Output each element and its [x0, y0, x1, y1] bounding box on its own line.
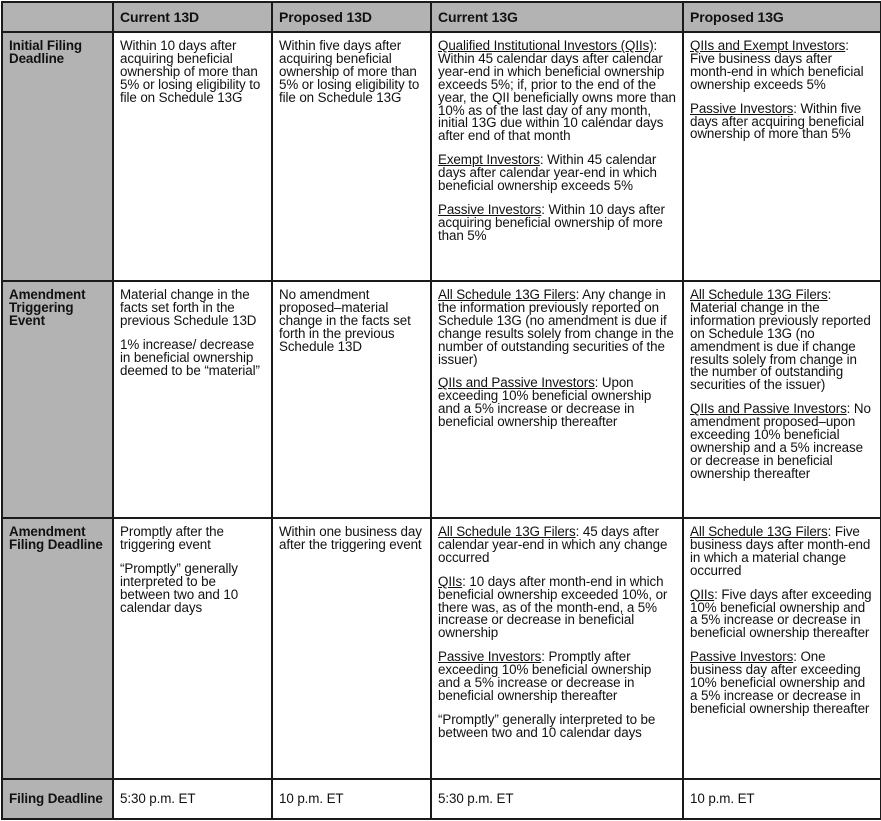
- investor-category-label: Passive Investors: [690, 649, 794, 665]
- header-proposed-13d: Proposed 13D: [272, 2, 431, 32]
- investor-category-label: All Schedule 13G Filers: [438, 524, 576, 539]
- cell-current-13g: [431, 281, 683, 518]
- cell-paragraph: [690, 403, 874, 480]
- paragraph-text: : 10 days after month-end in which beneficial ownership exceeded 10%, or there was, as of the month-end, a 5% increase or decrease in beneficial ownership: [438, 573, 668, 641]
- comparison-table: [1, 1, 881, 820]
- header-current-13g: Current 13G: [431, 2, 683, 32]
- investor-category-label: QIIs: [690, 586, 715, 602]
- investor-category-label: Passive Investors: [690, 100, 794, 116]
- cell-paragraph: [690, 100, 874, 142]
- cell-proposed-13g: [683, 281, 881, 518]
- cell-paragraph: [120, 289, 265, 328]
- cell-proposed-13d: [272, 281, 431, 518]
- cell-paragraph: [279, 289, 424, 354]
- paragraph-text: “Promptly” generally interpreted to be between two and 10 calendar days: [120, 560, 239, 615]
- cell-paragraph: [690, 586, 874, 641]
- cell-current-13g: [431, 779, 683, 819]
- row-label: Initial Filing Deadline: [2, 32, 113, 281]
- paragraph-text: : Within five days after acquiring beneficial ownership of more than 5%: [690, 100, 865, 142]
- investor-category-label: All Schedule 13G Filers: [438, 287, 576, 302]
- cell-current-13d: [113, 32, 272, 281]
- header-current-13d: Current 13D: [113, 2, 272, 32]
- cell-paragraph: [279, 526, 424, 552]
- cell-proposed-13g: [683, 779, 881, 819]
- cell-paragraph: [120, 790, 265, 806]
- row-label: Amendment Filing Deadline: [2, 518, 113, 779]
- header-corner: [2, 2, 113, 32]
- cell-paragraph: [438, 573, 676, 641]
- paragraph-text: Promptly after the triggering event: [120, 524, 224, 552]
- row-amendment-filing-deadline: [2, 518, 881, 779]
- paragraph-text: : No amendment proposed–upon exceeding 10% beneficial ownership and a 5% increase or decrease in beneficial ownership thereafter: [690, 401, 871, 481]
- cell-paragraph: [279, 40, 424, 105]
- cell-paragraph: [690, 40, 874, 92]
- investor-category-label: QIIs: [438, 573, 463, 589]
- paragraph-text: : Within 45 calendar days after calendar year-end in which beneficial ownership exceeds 5%: [438, 152, 657, 194]
- investor-category-label: QIIs and Passive Investors: [438, 375, 595, 391]
- cell-proposed-13g: [683, 32, 881, 281]
- header-row: [2, 2, 881, 32]
- row-label: Amendment Triggering Event: [2, 281, 113, 518]
- cell-paragraph: [690, 289, 874, 392]
- cell-paragraph: [279, 790, 424, 806]
- row-filing-deadline: [2, 779, 881, 819]
- cell-proposed-13d: [272, 32, 431, 281]
- paragraph-text: 5:30 p.m. ET: [120, 790, 196, 806]
- cell-paragraph: [120, 560, 265, 615]
- paragraph-text: : Within 45 calendar days after calendar year-end in which beneficial ownership exceeds 5%; if, prior to the end of the year, the QII beneficially owns more than 10% as of the last day of any month, initial 13G due within 10 calendar days after end of that month: [438, 38, 676, 144]
- paragraph-text: : Five business days after month-end in which a material change occurred: [690, 524, 871, 578]
- cell-current-13d: [113, 281, 272, 518]
- cell-paragraph: [438, 154, 676, 193]
- paragraph-text: 10 p.m. ET: [279, 790, 344, 806]
- paragraph-text: Material change in the facts set forth in the previous Schedule 13D: [120, 287, 257, 328]
- cell-current-13g: [431, 518, 683, 779]
- investor-category-label: Exempt Investors: [438, 152, 540, 168]
- investor-category-label: Passive Investors: [438, 649, 542, 665]
- paragraph-text: : 45 days after calendar year-end in which any change occurred: [438, 524, 668, 565]
- investor-category-label: All Schedule 13G Filers: [690, 287, 828, 302]
- paragraph-text: : Five days after exceeding 10% beneficial ownership and a 5% increase or decrease in beneficial ownership thereafter: [690, 586, 872, 641]
- cell-paragraph: [438, 651, 676, 703]
- cell-proposed-13d: [272, 779, 431, 819]
- row-amendment-triggering-event: [2, 281, 881, 518]
- paragraph-text: : Material change in the information previously reported on Schedule 13G (no amendment is due if change results solely from change in the number of outstanding securities of the issuer): [690, 287, 871, 393]
- cell-paragraph: [438, 40, 676, 143]
- cell-current-13d: [113, 518, 272, 779]
- paragraph-text: “Promptly” generally interpreted to be between two and 10 calendar days: [438, 711, 656, 740]
- paragraph-text: : Promptly after exceeding 10% beneficial ownership and a 5% increase or decrease in beneficial ownership thereafter: [438, 649, 652, 703]
- cell-paragraph: [438, 289, 676, 366]
- row-initial-filing-deadline: [2, 32, 881, 281]
- cell-paragraph: [690, 526, 874, 578]
- cell-paragraph: [438, 201, 676, 243]
- cell-proposed-13d: [272, 518, 431, 779]
- cell-paragraph: [438, 377, 676, 429]
- investor-category-label: Qualified Institutional Investors (QIIs): [438, 38, 654, 53]
- paragraph-text: : Any change in the information previously reported on Schedule 13G (no amendment is due if change results solely from change in the number of outstanding securities of the issuer): [438, 287, 674, 367]
- paragraph-text: 5:30 p.m. ET: [438, 790, 514, 806]
- cell-paragraph: [120, 526, 265, 552]
- cell-paragraph: [438, 790, 676, 806]
- paragraph-text: 10 p.m. ET: [690, 790, 755, 806]
- paragraph-text: No amendment proposed–material change in the facts set forth in the previous Schedule 13D: [279, 287, 411, 354]
- header-proposed-13g: Proposed 13G: [683, 2, 881, 32]
- paragraph-text: : One business day after exceeding 10% beneficial ownership and a 5% increase or decrease in beneficial ownership thereafter: [690, 649, 870, 716]
- cell-current-13d: [113, 779, 272, 819]
- paragraph-text: Within one business day after the triggering event: [279, 524, 422, 552]
- row-label: Filing Deadline: [2, 779, 113, 819]
- cell-paragraph: [120, 336, 265, 378]
- investor-category-label: QIIs and Exempt Investors: [690, 38, 846, 53]
- cell-paragraph: [690, 651, 874, 716]
- cell-current-13g: [431, 32, 683, 281]
- cell-proposed-13g: [683, 518, 881, 779]
- paragraph-text: Within five days after acquiring beneficial ownership of more than 5% or losing eligibility to file on Schedule 13G: [279, 38, 420, 105]
- paragraph-text: : Five business days after month-end in which beneficial ownership exceeds 5%: [690, 38, 864, 92]
- cell-paragraph: [690, 790, 874, 806]
- paragraph-text: Within 10 days after acquiring beneficial ownership of more than 5% or losing eligibility to file on Schedule 13G: [120, 38, 261, 105]
- paragraph-text: : Upon exceeding 10% beneficial ownership and a 5% increase or decrease in beneficial ownership thereafter: [438, 375, 652, 430]
- cell-paragraph: [438, 526, 676, 565]
- investor-category-label: All Schedule 13G Filers: [690, 524, 828, 539]
- paragraph-text: 1% increase/ decrease in beneficial ownership deemed to be “material”: [120, 336, 260, 378]
- investor-category-label: Passive Investors: [438, 201, 542, 217]
- paragraph-text: : Within 10 days after acquiring beneficial ownership of more than 5%: [438, 201, 665, 243]
- cell-paragraph: [438, 711, 676, 740]
- investor-category-label: QIIs and Passive Investors: [690, 401, 847, 417]
- cell-paragraph: [120, 40, 265, 105]
